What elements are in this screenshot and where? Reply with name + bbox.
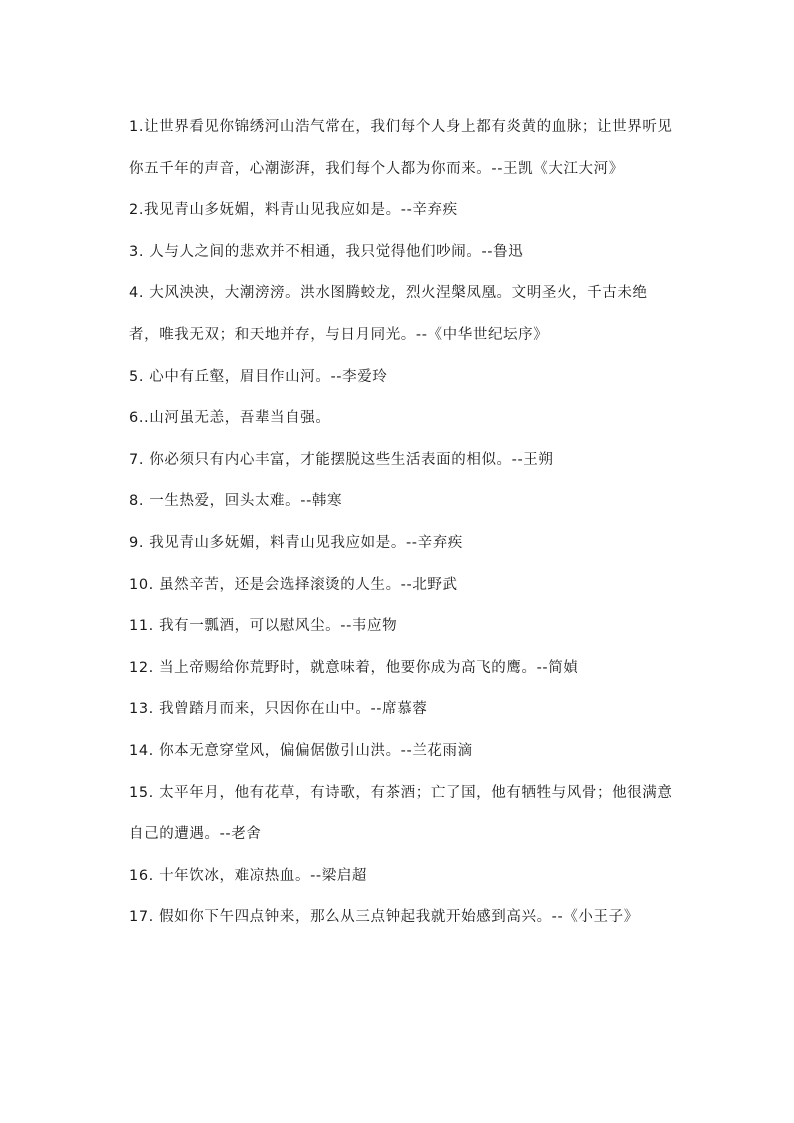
quote-item: 6..山河虽无恙，吾辈当自强。 — [129, 410, 331, 427]
quote-item: 1.让世界看见你锦绣河山浩气常在，我们每个人身上都有炎黄的血脉；让世界听见你五千年的声音，心潮澎湃，我们每个人都为你而来。--王凯《大江大河》 — [129, 119, 673, 177]
quote-list — [129, 107, 674, 939]
quote-item: 4. 大风泱泱，大潮滂滂。洪水图腾蛟龙，烈火涅槃凤凰。文明圣火，千古未绝者，唯我无双；和天地并存，与日月同光。--《中华世纪坛序》 — [129, 285, 648, 343]
quote-item: 12. 当上帝赐给你荒野时，就意味着，他要你成为高飞的鹰。--简媜 — [129, 659, 579, 676]
quote-item: 15. 太平年月，他有花草，有诗歌，有茶酒；亡了国，他有牺牲与风骨；他很满意自己的遭遇。--老舍 — [129, 784, 673, 843]
quote-item: 5. 心中有丘壑，眉目作山河。--李爱玲 — [129, 368, 388, 385]
quote-item: 2.我见青山多妩媚，料青山见我应如是。--辛弃疾 — [129, 202, 458, 219]
quote-item: 10. 虽然辛苦，还是会选择滚烫的人生。--北野武 — [129, 576, 458, 593]
quote-item: 16. 十年饮冰，难凉热血。--梁启超 — [129, 867, 368, 884]
quote-item: 13. 我曾踏月而来，只因你在山中。--席慕蓉 — [129, 701, 428, 718]
quote-item: 11. 我有一瓢酒，可以慰风尘。--韦应物 — [129, 618, 398, 635]
quote-item: 3. 人与人之间的悲欢并不相通，我只觉得他们吵闹。--鲁迅 — [129, 243, 524, 260]
quote-item: 17. 假如你下午四点钟来，那么从三点钟起我就开始感到高兴。--《小王子》 — [129, 909, 639, 926]
quote-item: 14. 你本无意穿堂风，偏偏倨傲引山洪。--兰花雨滴 — [129, 742, 473, 759]
quote-item: 8. 一生热爱，回头太难。--韩寒 — [129, 493, 343, 510]
quote-item: 7. 你必须只有内心丰富，才能摆脱这些生活表面的相似。--王朔 — [129, 451, 554, 468]
quote-item: 9. 我见青山多妩媚，料青山见我应如是。--辛弃疾 — [129, 534, 463, 551]
